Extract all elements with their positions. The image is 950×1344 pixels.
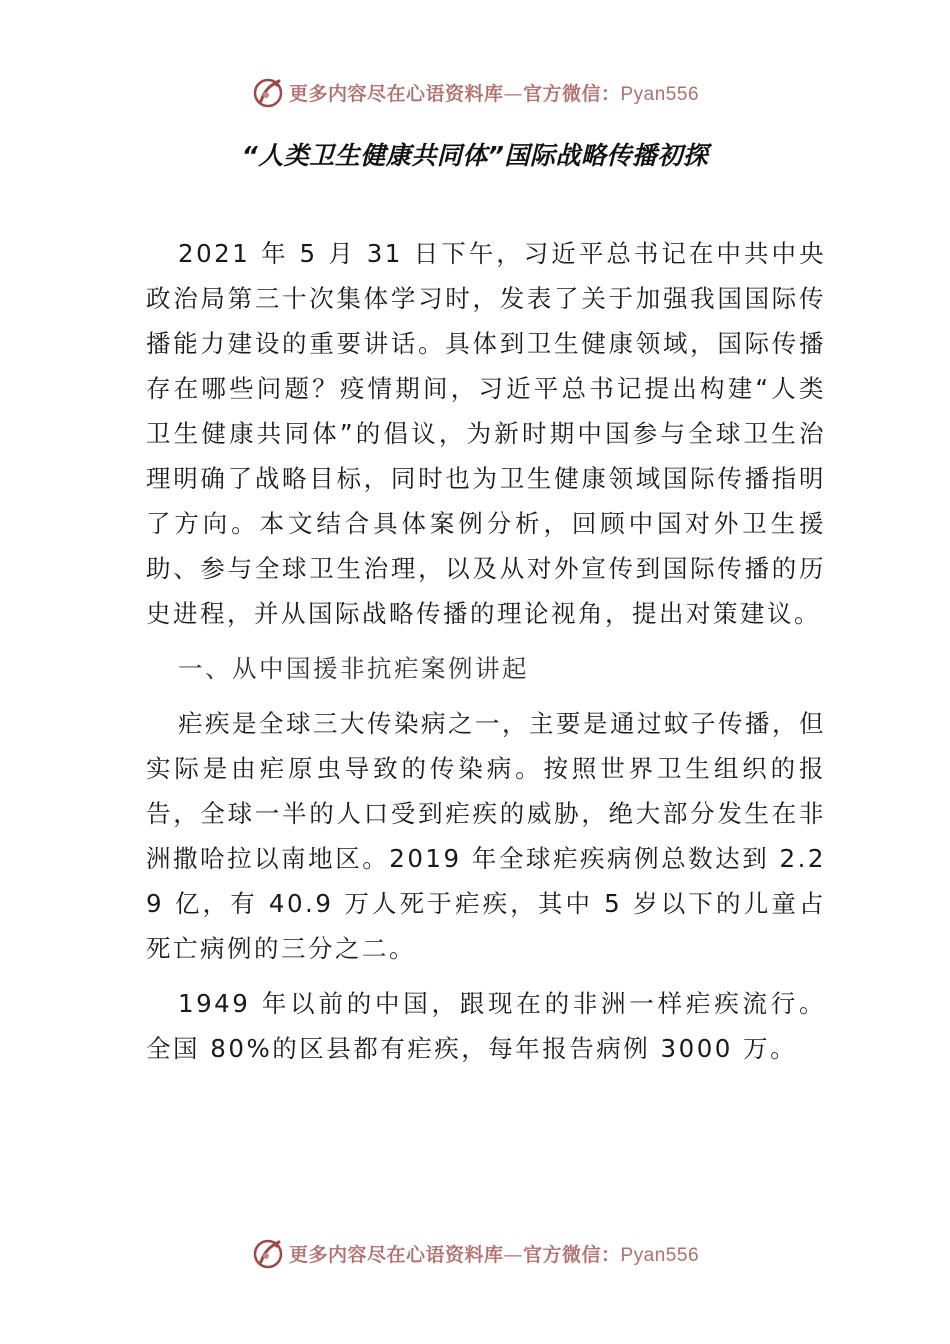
banner-dash: — xyxy=(503,1243,523,1266)
section-heading-1: 一、从中国援非抗疟案例讲起 xyxy=(178,654,529,683)
footer-banner xyxy=(0,1231,950,1275)
banner-library-text: 更多内容尽在心语资料库 xyxy=(288,1243,504,1266)
banner-library-text: 更多内容尽在心语资料库 xyxy=(288,82,504,105)
banner-dash: — xyxy=(503,82,523,105)
banner-wechat-label: 官方微信： xyxy=(522,1243,621,1266)
banner-wechat-id: Pyan556 xyxy=(620,1244,700,1266)
paragraph-china-1949: 1949 年以前的中国，跟现在的非洲一样疟疾流行。全国 80%的区县都有疟疾，每年报告病例 3000 万。 xyxy=(146,989,826,1063)
banner-wechat-id: Pyan556 xyxy=(620,83,700,105)
banner-text xyxy=(289,1240,699,1267)
document-title: “人类卫生健康共同体”国际战略传播初探 xyxy=(241,141,709,170)
header-banner xyxy=(0,70,950,114)
banner-text xyxy=(289,79,699,106)
banner-wechat-label: 官方微信： xyxy=(522,82,621,105)
paragraph-malaria: 疟疾是全球三大传染病之一，主要是通过蚊子传播，但实际是由疟原虫导致的传染病。按照世界卫生组织的报告，全球一半的人口受到疟疾的威胁，绝大部分发生在非洲撒哈拉以南地区。2019 年全球疟疾病例总数达到 2.29 亿，有 40.9 万人死于疟疾，其中 5 岁以下的儿童占死亡病例的三分之二。 xyxy=(146,709,826,963)
paragraph-intro: 2021 年 5 月 31 日下午，习近平总书记在中共中央政治局第三十次集体学习时，发表了关于加强我国国际传播能力建设的重要讲话。具体到卫生健康领域，国际传播存在哪些问题？疫情期间，习近平总书记提出构建“人类卫生健康共同体”的倡议，为新时期中国参与全球卫生治理明确了战略目标，同时也为卫生健康领域国际传播指明了方向。本文结合具体案例分析，回顾中国对外卫生援助、参与全球卫生治理，以及从对外宣传到国际传播的历史进程，并从国际战略传播的理论视角，提出对策建议。 xyxy=(146,239,826,628)
library-logo-icon xyxy=(251,75,285,109)
document-body xyxy=(146,231,826,1081)
library-logo-icon xyxy=(251,1236,285,1270)
